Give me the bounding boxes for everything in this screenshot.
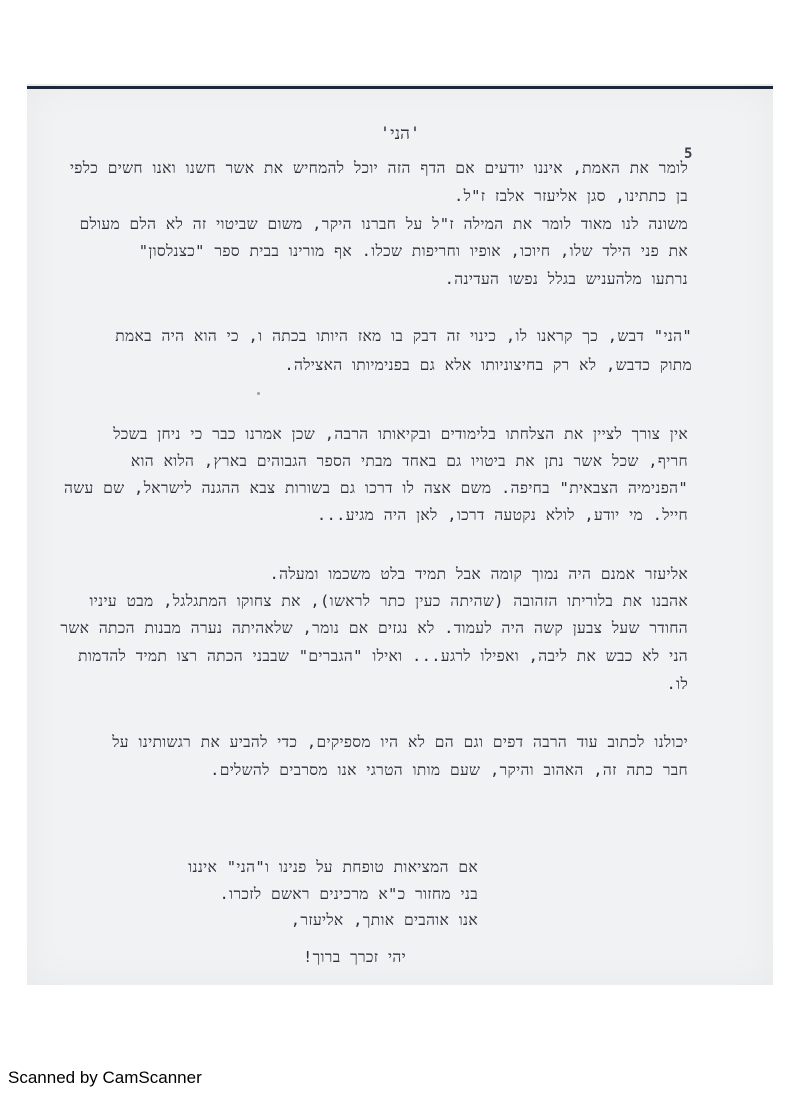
text-line: לומר את האמת, איננו יודעים אם הדף הזה יוכל להמחיש את אשר חשנו ואנו חשים כלפי	[69, 159, 688, 177]
text-line: החודר שעל צבען קשה היה לעמוד. לא נגזים אם נומר, שלאהיתה נערה מבנות הכתה אשר	[60, 619, 688, 637]
text-line: אהבנו את בלוריתו הזהובה (שהיתה כעין כתר לראשו), את צחוקו המתגלגל, מבט עיניו	[89, 592, 688, 610]
scanner-watermark: Scanned by CamScanner	[8, 1068, 202, 1087]
text-line: אליעזר אמנם היה נמוך קומה אבל תמיד בלט משכמו ומעלה.	[269, 565, 688, 583]
text-line: חריף, שכל אשר נתן את ביטויו גם באחד מבתי הספר הגבוהים בארץ, הלוא הוא	[130, 452, 688, 470]
closing-line: אנו אוהבים אותך, אליעזר,	[290, 911, 478, 929]
text-line: חבר כתה זה, האהוב והיקר, שעם מותו הטרגי אנו מסרבים להשלים.	[210, 761, 688, 779]
closing-line: אם המציאות טופחת על פנינו ו"הני" איננו	[188, 858, 478, 876]
closing-line: בני מחזור כ"א מרכינים ראשם לזכרו.	[219, 885, 478, 903]
handwritten-page-mark: 5	[684, 146, 693, 162]
text-line: מתוק כדבש, לא רק בחיצוניותו אלא גם בפנימיותו האצילה.	[284, 356, 692, 374]
text-line: את פני הילד שלו, חיוכו, אופיו וחריפות שכלו. אף מורינו בבית ספר "כצנלסון"	[138, 242, 688, 260]
text-line: נרתעו מלהעניש בגלל נפשו העדינה.	[444, 270, 688, 288]
text-line: משונה לנו מאוד לומר את המילה ז"ל על חברנו היקר, משום שביטוי זה לא הלם מעולם	[79, 215, 688, 233]
text-line: בן כתתינו, סגן אליעזר אלבז ז"ל.	[453, 187, 688, 205]
text-line: "הני" דבש, כך קראנו לו, כינוי זה דבק בו מאז היותו בכתה ו, כי הוא היה באמת	[115, 327, 692, 345]
text-line: אין צורך לציין את הצלחתו בלימודים ובקיאותו הרבה, שכן אמרנו כבר כי ניחן בשכל	[113, 425, 688, 443]
page-top-rule	[27, 86, 773, 89]
text-line: חייל. מי יודע, לולא נקטעה דרכו, לאן היה מגיע...	[316, 506, 688, 524]
scan-speck	[257, 392, 260, 395]
text-line: "הפנימיה הצבאית" בחיפה. משם אצה לו דרכו גם בשורות צבא ההגנה לישראל, שם עשה	[63, 479, 688, 497]
text-line: יכולנו לכתוב עוד הרבה דפים וגם הם לא היו מספיקים, כדי להביע את רגשותינו על	[112, 733, 688, 751]
text-line: הני לא כבש את ליבה, ואפילו לרגע... ואילו "הגברים" שבבני הכתה רצו תמיד להדמות	[78, 647, 688, 665]
document-title: 'הני'	[379, 124, 421, 144]
text-line: לו.	[666, 675, 688, 693]
signature-line: יהי זכרך ברוך!	[302, 948, 406, 966]
